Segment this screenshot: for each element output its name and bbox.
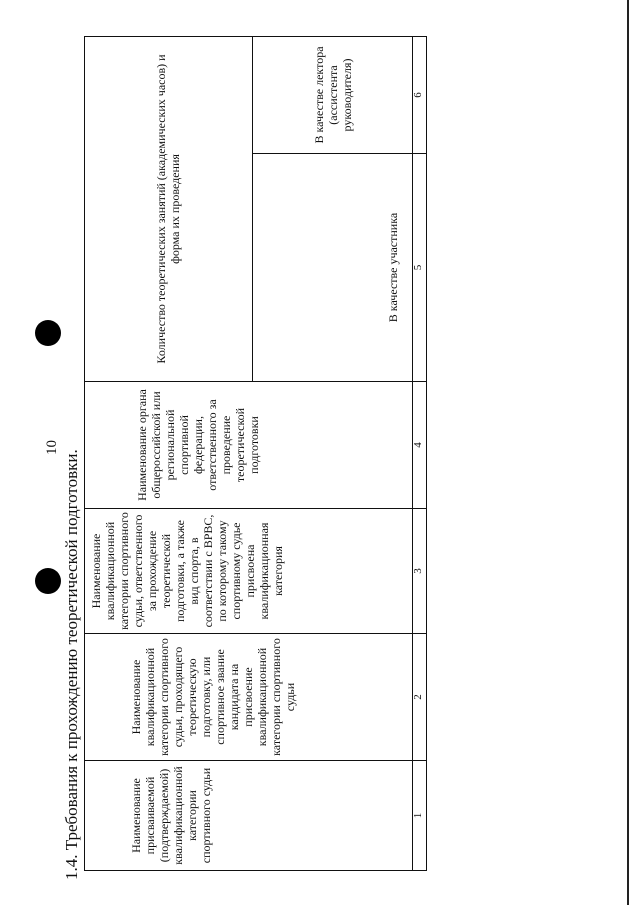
col-number: 5 xyxy=(412,154,426,382)
col-number: 1 xyxy=(412,761,426,871)
section-heading: 1.4. Требования к прохождению теоретической подготовки. xyxy=(62,449,81,880)
col-number: 2 xyxy=(412,634,426,761)
requirements-table-rotated xyxy=(84,37,427,871)
col-number: 6 xyxy=(412,37,426,154)
requirements-table xyxy=(84,36,427,871)
punch-hole-top xyxy=(35,568,61,594)
subcol-header-participant: В качестве участника xyxy=(253,154,412,382)
punch-hole-bottom xyxy=(35,320,61,346)
subcol-header-lecturer: В качестве лектора (ассистента руководителя) xyxy=(253,37,412,154)
col-header-federation-body: Наименование органа общероссийской или региональной спортивной федерации, ответственного за проведение теоретической подготовки xyxy=(85,382,413,509)
col-number: 4 xyxy=(412,382,426,509)
page-edge-line xyxy=(627,0,629,905)
col-header-lessons-count: Количество теоретических занятий (академических часов) и форма их проведения xyxy=(85,37,253,382)
col-header-assigned-category: Наименование присваиваемой (подтверждаемой) квалификационной категории спортивного судьи xyxy=(85,761,413,871)
col-header-trainee-category: Наименование квалификационной категории спортивного судьи, проходящего теоретическую подготовку, или спортивное звание кандидата на присвоение квалификационной категории спортивного судьи xyxy=(85,634,413,761)
col-number: 3 xyxy=(412,509,426,634)
page-number: 10 xyxy=(44,440,60,455)
col-header-responsible-judge: Наименование квалификационной категории спортивного судьи, ответственного за прохождение теоретической подготовки, а также вид спорта, в соответствии с ВРВС, по которому такому спортивному судье присвоена квалификационная категория xyxy=(85,509,413,634)
